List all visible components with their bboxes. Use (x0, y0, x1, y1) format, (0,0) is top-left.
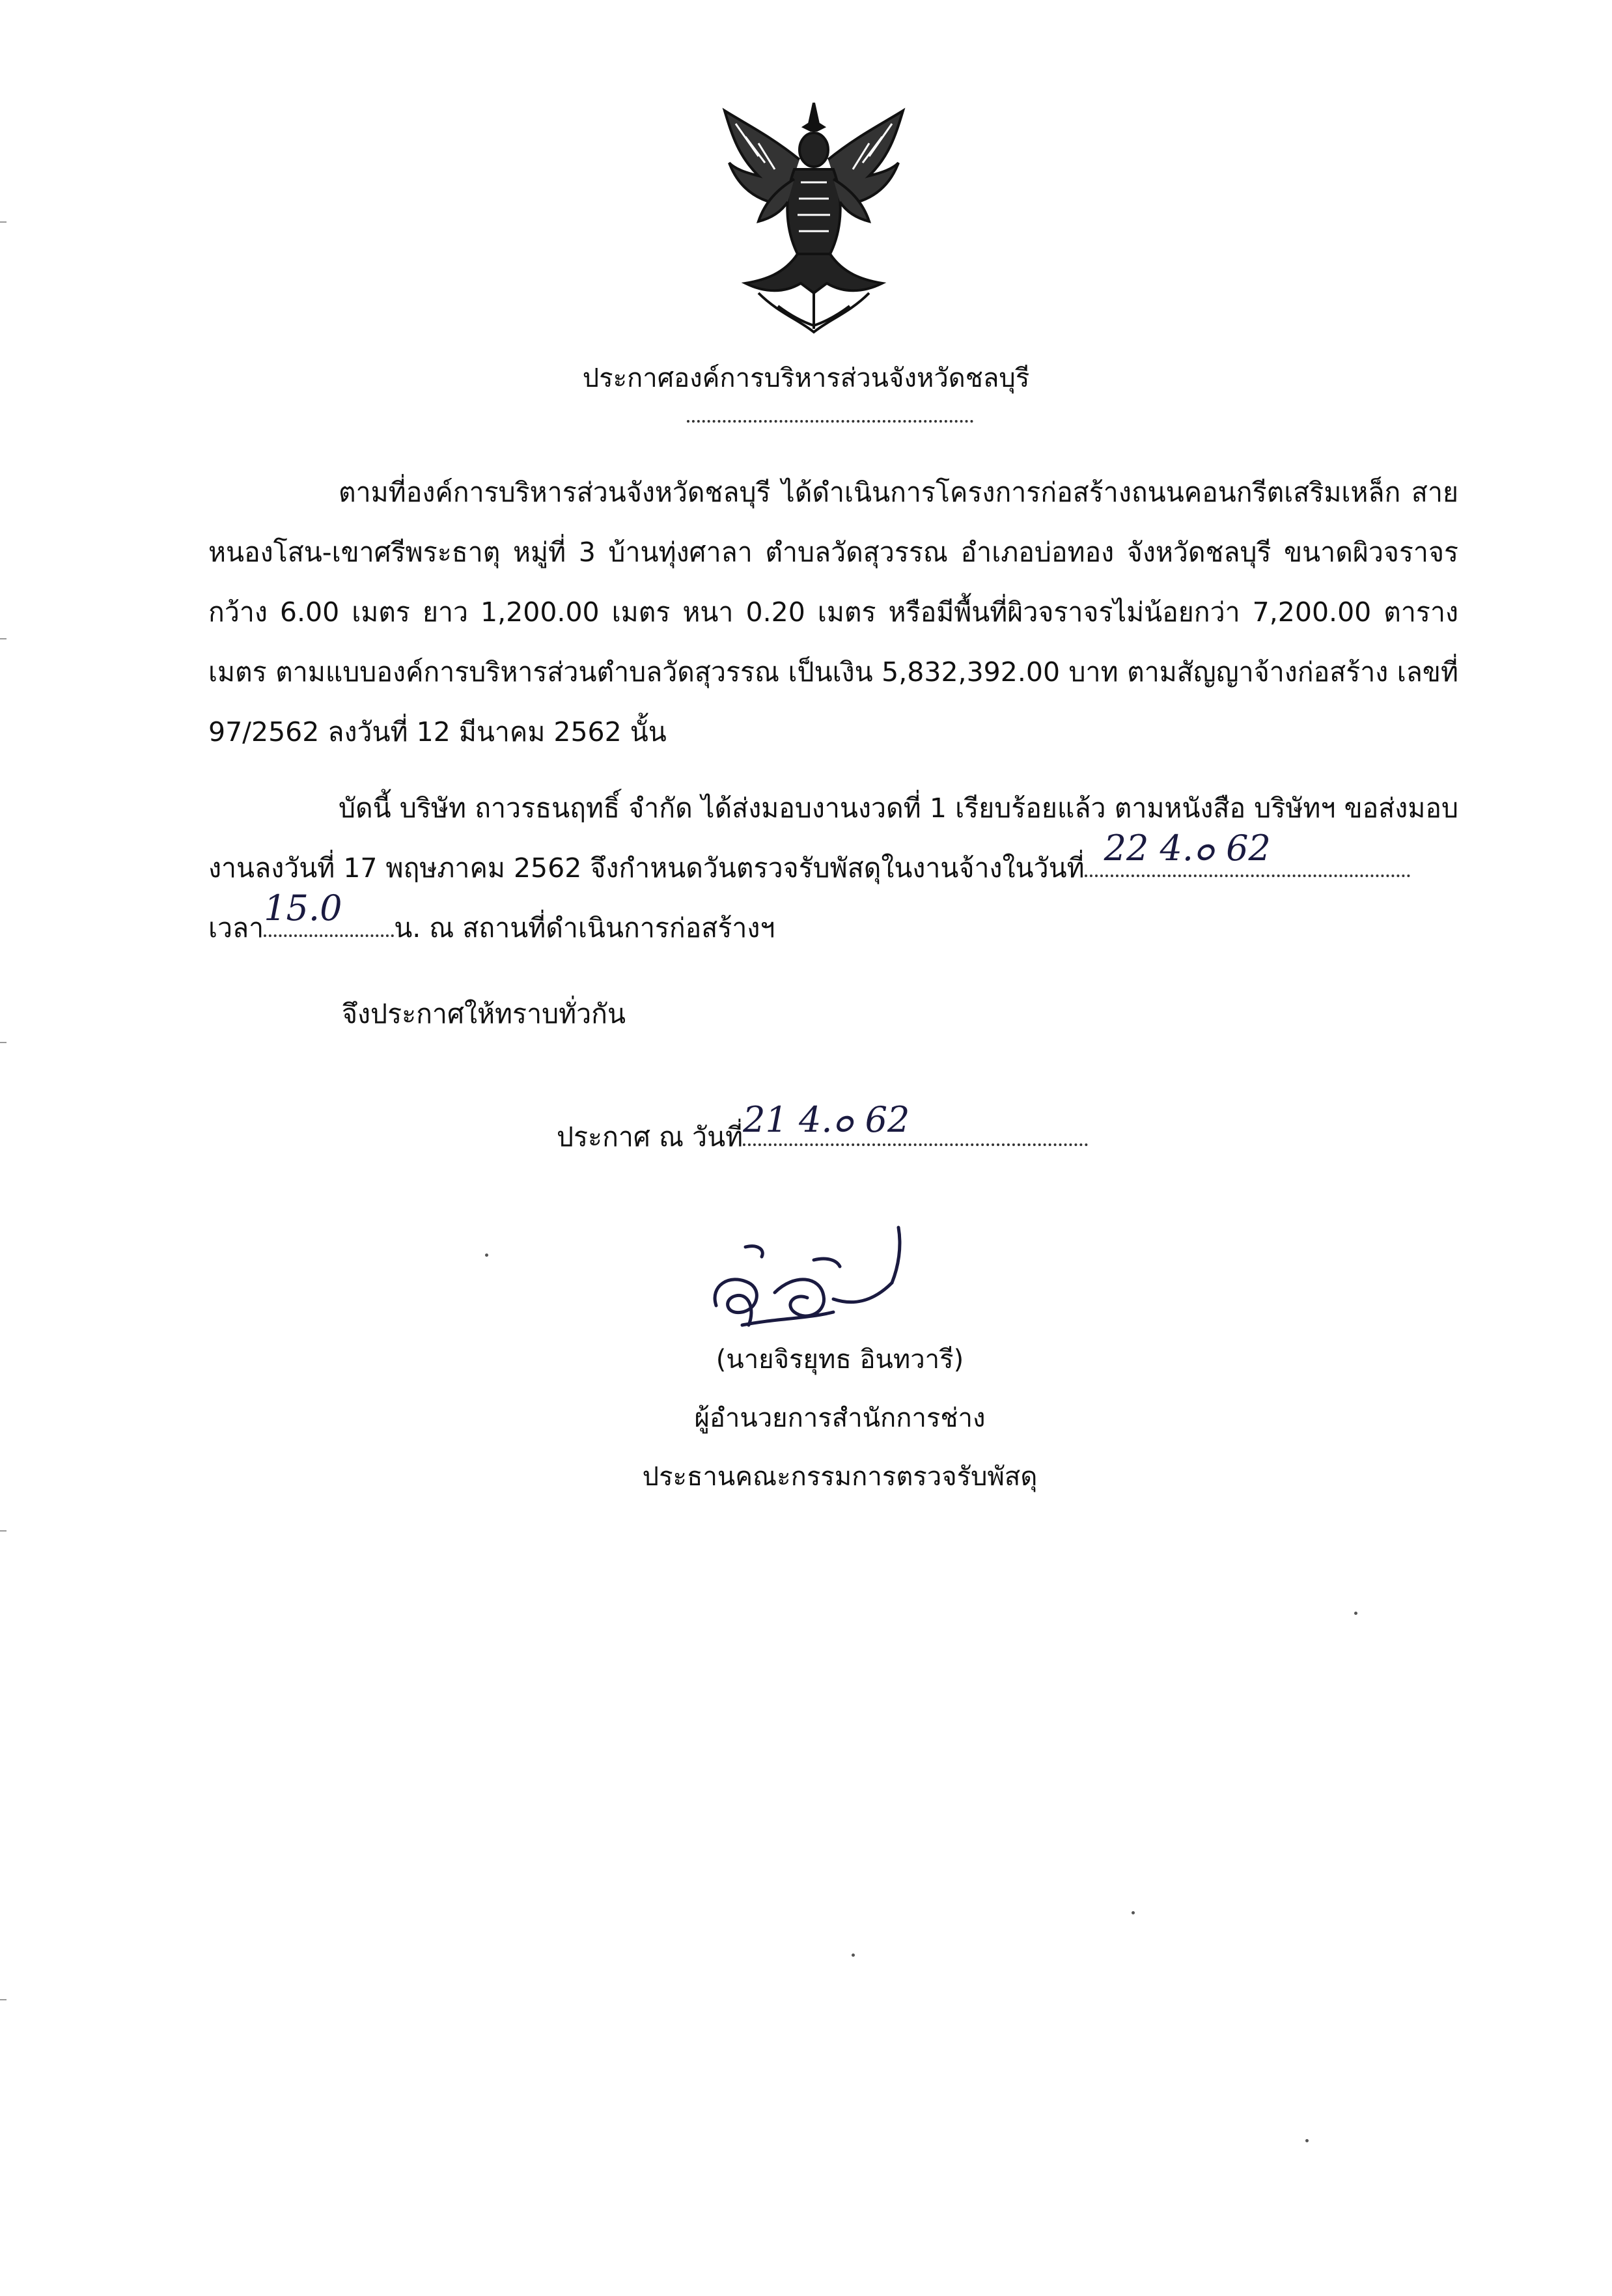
inspection-time-handwritten: 15.0 (264, 888, 342, 929)
scan-edge-mark (0, 638, 7, 639)
scan-speck (485, 1253, 488, 1257)
scan-speck (1354, 1612, 1357, 1615)
dateline-date-handwritten: 21 4.๐ 62 (743, 1099, 910, 1140)
scan-speck (1132, 1911, 1135, 1914)
scan-edge-mark (0, 1999, 7, 2000)
handwritten-signature (697, 1221, 957, 1351)
scan-speck (852, 1953, 855, 1957)
scan-speck (1305, 2139, 1309, 2142)
scan-edge-mark (0, 221, 7, 223)
paragraph2-text: บัดนี้ บริษัท ถาวรธนฤทธิ์ จำกัด ได้ส่งมอบงานงวดที่ 1 เรียบร้อยแล้ว ตามหนังสือ บริษัทฯ ขอส่งมอบงานลงวันที่ 17 พฤษภาคม 2562 จึงกำหนดวันตรวจรับพัสดุในงานจ้างในวันที่ (208, 792, 1458, 884)
document-title: ประกาศองค์การบริหารส่วนจังหวัดชลบุรี (582, 363, 1030, 393)
garuda-emblem-icon (719, 98, 908, 339)
time-label: เวลา (208, 912, 264, 944)
dateline (557, 1099, 1088, 1158)
inspection-time-field (264, 888, 394, 937)
inspection-date-handwritten: 22 4.๐ 62 (1104, 828, 1271, 869)
paragraph1-text: ตามที่องค์การบริหารส่วนจังหวัดชลบุรี ได้ดำเนินการโครงการก่อสร้างถนนคอนกรีตเสริมเหล็ก สายหนองโสน-เขาศรีพระธาตุ หมู่ที่ 3 บ้านทุ่งศาลา ตำบลวัดสุวรรณ อำเภอบ่อทอง จังหวัดชลบุรี ขนาดผิวจราจรกว้าง 6.00 เมตร ยาว 1,200.00 เมตร หนา 0.20 เมตร หรือมีพื้นที่ผิวจราจรไม่น้อยกว่า 7,200.00 ตารางเมตร ตามแบบองค์การบริหารส่วนตำบลวัดสุวรรณ เป็นเงิน 5,832,392.00 บาท ตามสัญญาจ้างก่อสร้าง เลขที่ 97/2562 ลงวันที่ 12 มีนาคม 2562 นั้น (208, 477, 1458, 748)
announce-text: จึงประกาศให้ทราบทั่วกัน (342, 998, 626, 1029)
signatory-role: ประธานคณะกรรมการตรวจรับพัสดุ (642, 1462, 1038, 1492)
dateline-label: ประกาศ ณ วันที่ (557, 1121, 743, 1153)
paragraph-project-details (208, 462, 1458, 762)
scan-edge-mark (0, 1530, 7, 1532)
paragraph-delivery (208, 778, 1458, 958)
title-underline-dots (687, 420, 973, 423)
scan-edge-mark (0, 1042, 7, 1043)
paragraph2-tail: น. ณ สถานที่ดำเนินการก่อสร้างฯ (394, 912, 775, 944)
signatory-position: ผู้อำนวยการสำนักการช่าง (694, 1403, 986, 1433)
dateline-date-field (743, 1099, 1088, 1146)
signatory-name: (นายจิรยุทธ อินทวารี) (716, 1345, 964, 1375)
inspection-date-field (1085, 828, 1410, 877)
